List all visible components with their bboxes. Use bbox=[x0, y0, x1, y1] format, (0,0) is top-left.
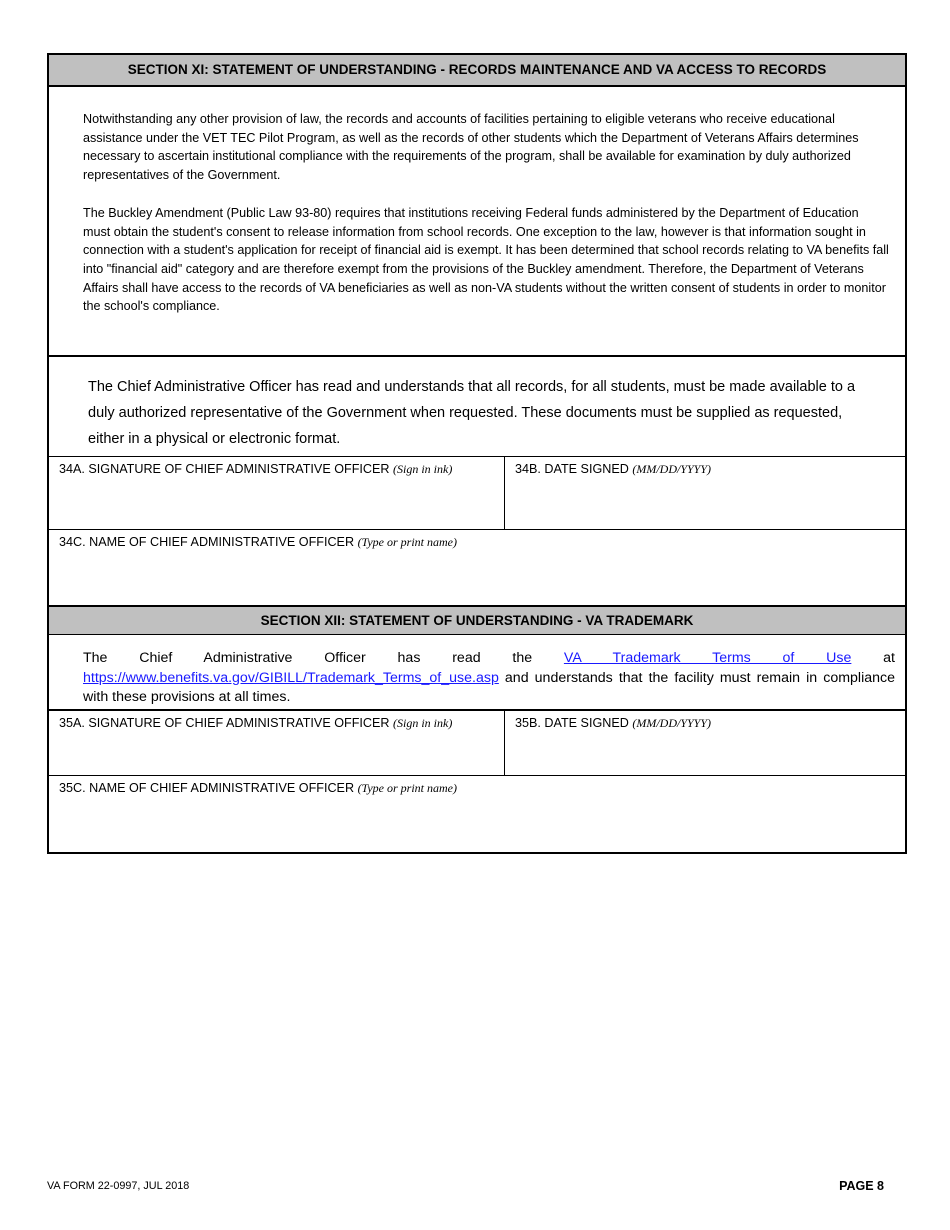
trademark-statement bbox=[49, 635, 905, 711]
records-paragraph: Notwithstanding any other provision of law, the records and accounts of facilities pertaining to eligible veterans who receive educational assistance under the VET TEC Pilot Program, as well as the records of other students which the Department of Veterans Affairs determines necessary to ascertain institutional compliance with the requirements of the program, shall be available for examination by duly authorized representatives of the Government. bbox=[83, 112, 859, 183]
trademark-url-link[interactable]: https://www.benefits.va.gov/GIBILL/Trademark_Terms_of_use.asp bbox=[83, 669, 499, 686]
date-34b-field[interactable] bbox=[505, 457, 905, 529]
field-35c-label: 35C. NAME OF CHIEF ADMINISTRATIVE OFFICER bbox=[59, 781, 358, 795]
field-34b-hint: (MM/DD/YYYY) bbox=[632, 462, 712, 476]
field-35b-hint: (MM/DD/YYYY) bbox=[632, 716, 712, 730]
row-34ab bbox=[49, 456, 905, 529]
cao-records-statement: The Chief Administrative Officer has read and understands that all records, for all students, must be made available to a duly authorized representative of the Government when requested. These documents must be supplied as requested, either in a physical or electronic format. bbox=[49, 355, 905, 456]
row-34c bbox=[49, 529, 905, 605]
trademark-terms-link[interactable]: VA Trademark Terms of Use bbox=[563, 650, 852, 666]
section-11-body bbox=[49, 87, 905, 355]
trademark-text-start: The Chief Administrative Officer has read the bbox=[83, 650, 564, 666]
date-35b-field[interactable] bbox=[505, 711, 905, 775]
field-35c-hint: (Type or print name) bbox=[357, 781, 457, 795]
section-11-header: SECTION XI: STATEMENT OF UNDERSTANDING - RECORDS MAINTENANCE AND VA ACCESS TO RECORDS bbox=[49, 55, 905, 87]
name-35c-field[interactable] bbox=[49, 776, 905, 852]
row-35ab bbox=[49, 711, 905, 775]
form-id: VA FORM 22-0997, JUL 2018 bbox=[47, 1180, 190, 1192]
signature-34a-field[interactable] bbox=[49, 457, 505, 529]
section-12-header: SECTION XII: STATEMENT OF UNDERSTANDING - VA TRADEMARK bbox=[49, 605, 905, 635]
buckley-paragraph: The Buckley Amendment (Public Law 93-80) requires that institutions receiving Federal funds administered by the Department of Education must obtain the student's consent to release information from school records. One exception to the law, however is that information sought in connection with a student's application for receipt of financial aid is exempt. It has been determined that school records relating to VA benefits fall into "financial aid" category and are therefore exempt from the provisions of the Buckley amendment. Therefore, the Department of Veterans Affairs shall have access to the records of VA beneficiaries as well as non-VA students without the written consent of students in order to monitor the school's compliance. bbox=[83, 205, 889, 314]
signature-35a-field[interactable] bbox=[49, 711, 505, 775]
field-34a-hint: (Sign in ink) bbox=[393, 462, 453, 476]
field-34a-label: 34A. SIGNATURE OF CHIEF ADMINISTRATIVE OFFICER bbox=[59, 462, 394, 476]
field-35a-label: 35A. SIGNATURE OF CHIEF ADMINISTRATIVE OFFICER bbox=[59, 716, 394, 730]
form-page bbox=[47, 53, 907, 854]
name-34c-field[interactable] bbox=[49, 530, 905, 605]
row-35c bbox=[49, 775, 905, 852]
trademark-text-end: and understands that the facility must remain in compliance with these provisions at all times. bbox=[83, 669, 895, 705]
page-number: PAGE 8 bbox=[839, 1179, 884, 1193]
field-34b-label: 34B. DATE SIGNED bbox=[515, 462, 633, 476]
field-35a-hint: (Sign in ink) bbox=[393, 716, 453, 730]
field-35b-label: 35B. DATE SIGNED bbox=[515, 716, 633, 730]
trademark-text-mid: at bbox=[851, 650, 895, 666]
field-34c-hint: (Type or print name) bbox=[357, 535, 457, 549]
field-34c-label: 34C. NAME OF CHIEF ADMINISTRATIVE OFFICER bbox=[59, 535, 358, 549]
